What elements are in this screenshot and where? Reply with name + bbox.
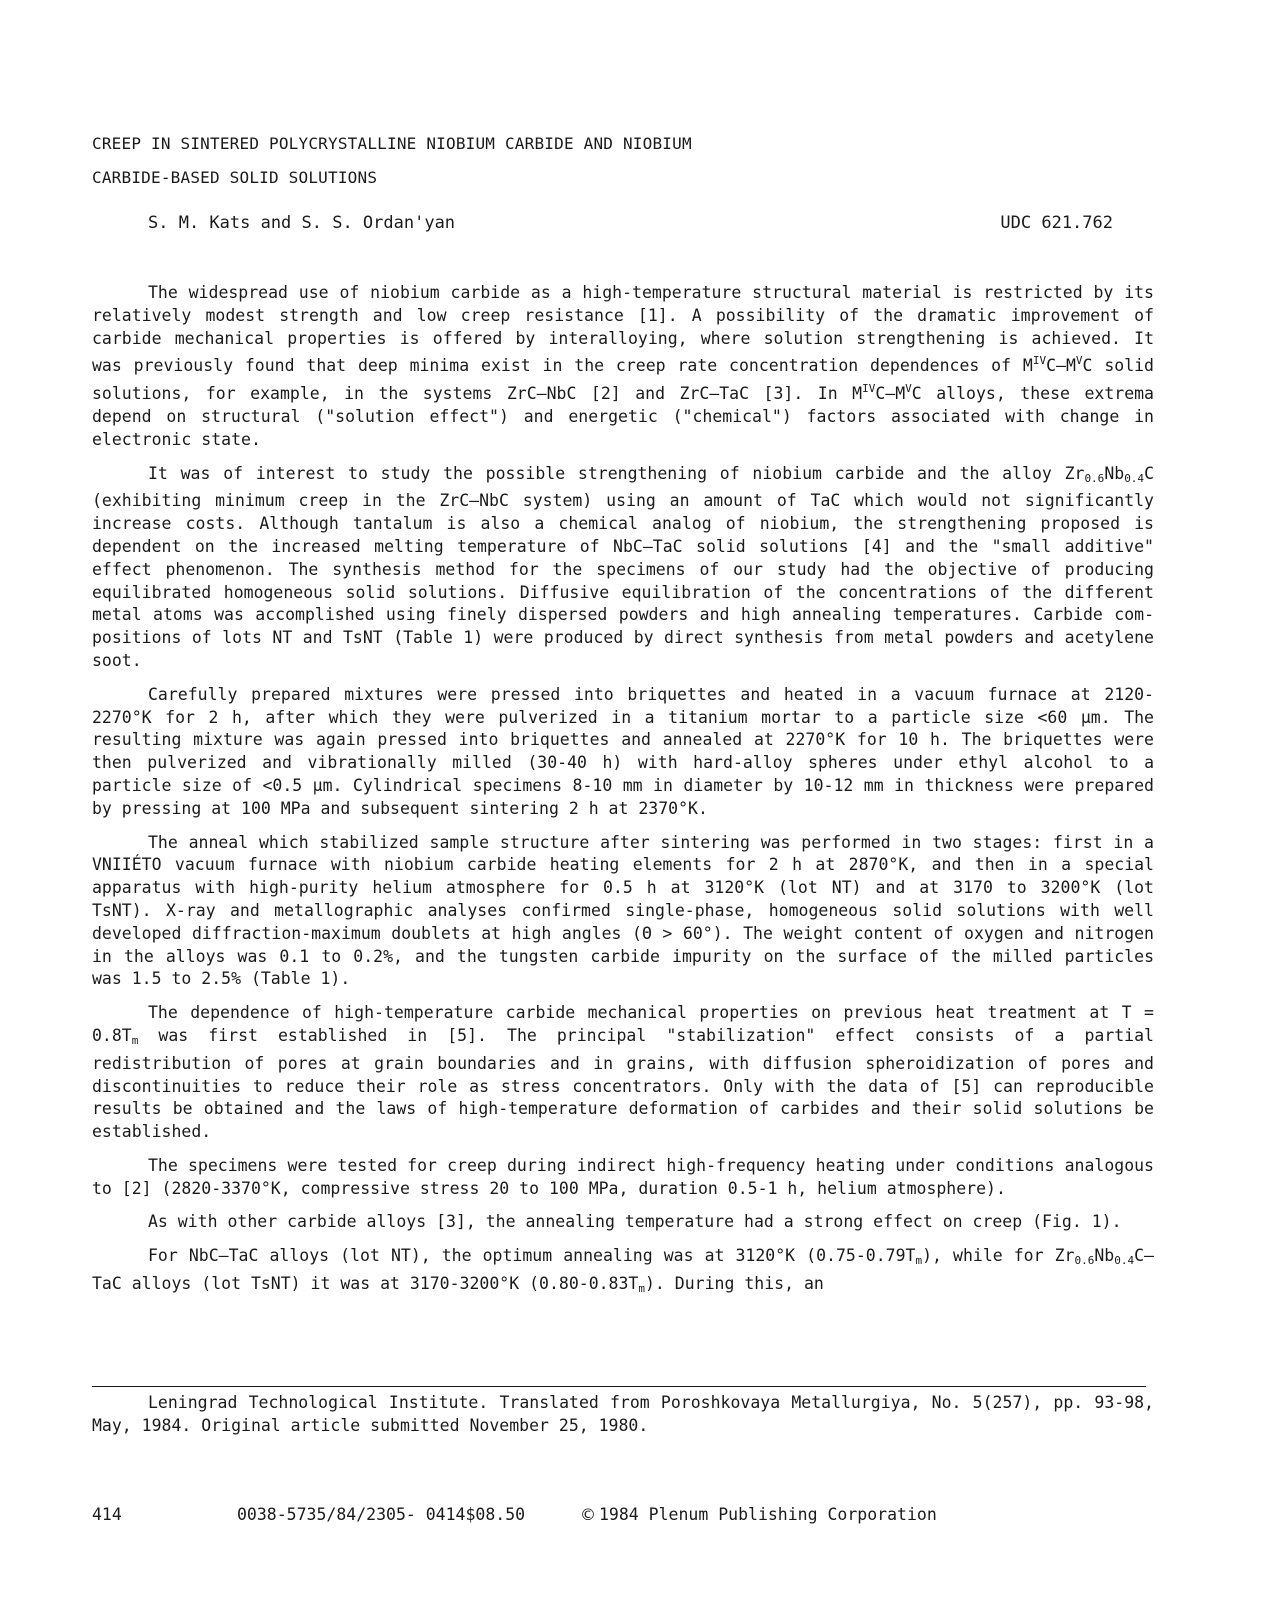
copyright-icon: © (580, 1505, 596, 1524)
page-number: 414 (92, 1505, 122, 1524)
udc-code: UDC 621.762 (1000, 213, 1113, 233)
footnote-divider (92, 1386, 1146, 1387)
paragraph-3: Carefully prepared mixtures were pressed into briquettes and heated in a vacuum furnace at 2120-2270°K for 2 h, after which they were pulverized in a titanium mortar to a particle size <60 μm. The resulting mixture was again pressed into briquettes and annealed at 2270°K for 10 h. The briquettes were then pulverized and vibrationally milled (30-40 h) with hard-alloy spheres under ethyl alcohol to a particle size of <0.5 μm. Cylindrical specimens 8-10 mm in diameter by 10-12 mm in thickness were prepared by pressing at 100 MPa and subsequent sintering 2 h at 2370°K. (92, 684, 1154, 818)
paragraph-4: The anneal which stabilized sample structure after sintering was performed in two stages: first in a VNIIÉTO vacuum furnace with niobium carbide heating elements for 2 h at 2870°K, and then in a special apparatus with high-purity helium atmosphere for 0.5 h at 3120°K (lot NT) and at 3170 to 3200°K (lot TsNT). X-ray and metallographic analyses confirmed single-phase, homogeneous solid solutions with well developed diffraction-maximum doublets at high angles (Θ > 60°). The weight content of oxygen and nitrogen in the alloys was 0.1 to 0.2%, and the tungsten carbide impurity on the surface of the milled particles was 1.5 to 2.5% (Table 1). (92, 832, 1154, 989)
footnote (92, 1392, 1154, 1438)
article-title-line-2: CARBIDE-BASED SOLID SOLUTIONS (92, 168, 378, 187)
paragraph-6: The specimens were tested for creep during indirect high-frequency heating under conditions analogous to [2] (2820-3370°K, compressive stress 20 to 100 MPa, duration 0.5-1 h, helium atmosphere). (92, 1155, 1154, 1198)
footnote-text: Leningrad Technological Institute. Translated from Poroshkovaya Metallurgiya, No. 5(257), pp. 93-98, May, 1984. Original article submitted November 25, 1980. (92, 1393, 1154, 1435)
paragraph-1: The widespread use of niobium carbide as a high-temperature structural material is restricted by its relatively modest strength and low creep resistance [1]. A possibility of the dramatic improvement of carbide mechanical properties is offered by interalloying, where solution strengthening is achieved. It was previously found that deep minima exist in the creep rate concentration dependences of $M^{IV}C—M^VC$ solid solutions, for example, in the systems ZrC—NbC [2] and ZrC—TaC [3]. In $M^{IV}C—M^VC$ alloys, these extrema depend on structural ("solution effect") and energetic ("chemical") factors associated with change in electronic state. (92, 283, 1154, 449)
article-body (92, 282, 1154, 1301)
article-title-line-1: CREEP IN SINTERED POLYCRYSTALLINE NIOBIUM CARBIDE AND NIOBIUM (92, 134, 692, 153)
publisher: 1984 Plenum Publishing Corporation (599, 1505, 937, 1524)
article-code: 0038-5735/84/2305- 0414$08.50 (237, 1505, 526, 1524)
paragraph-7: As with other carbide alloys [3], the annealing temperature had a strong effect on creep (Fig. 1). (148, 1212, 1122, 1232)
paragraph-5: The dependence of high-temperature carbide mechanical properties on previous heat treatment at $T = 0.8T_m$ was first established in [5]. The principal "stabilization" effect consists of a partial redistribution of pores at grain boundaries and in grains, with diffusion spheroidization of pores and discontinuities to reduce their role as stress concentrators. Only with the data of [5] can reproducible results be obtained and the laws of high-temperature deformation of carbides and their solid solutions be established. (92, 1003, 1154, 1142)
paragraph-8: For NbC—TaC alloys (lot NT), the optimum annealing was at 3120°K $(0.75-0.79T_m)$, while for $Zr_{0.6}Nb_{0.4}C—TaC$ alloys (lot TsNT) it was at 3170-3200°K $(0.80-0.83T_m)$. During this, an (92, 1246, 1154, 1296)
paragraph-2: It was of interest to study the possible strengthening of niobium carbide and the alloy $Zr_{0.6}Nb_{0.4}C$ (exhibiting minimum creep in the ZrC—NbC system) using an amount of TaC which would not significantly increase costs. Although tantalum is also a chemical analog of niobium, the strengthening proposed is dependent on the increased melting temperature of NbC—TaC solid solutions [4] and the "small additive" effect phenomenon. The synthesis method for the specimens of our study had the objective of producing equilibrated homogeneous solid solutions. Diffusive equilibration of the concentrations of the different metal atoms was accomplished using finely dispersed powders and high annealing temperatures. Carbide compositions of lots NT and TsNT (Table 1) were produced by direct synthesis from metal powders and acetylene soot. (92, 463, 1154, 670)
authors: S. M. Kats and S. S. Ordan'yan (148, 213, 456, 233)
